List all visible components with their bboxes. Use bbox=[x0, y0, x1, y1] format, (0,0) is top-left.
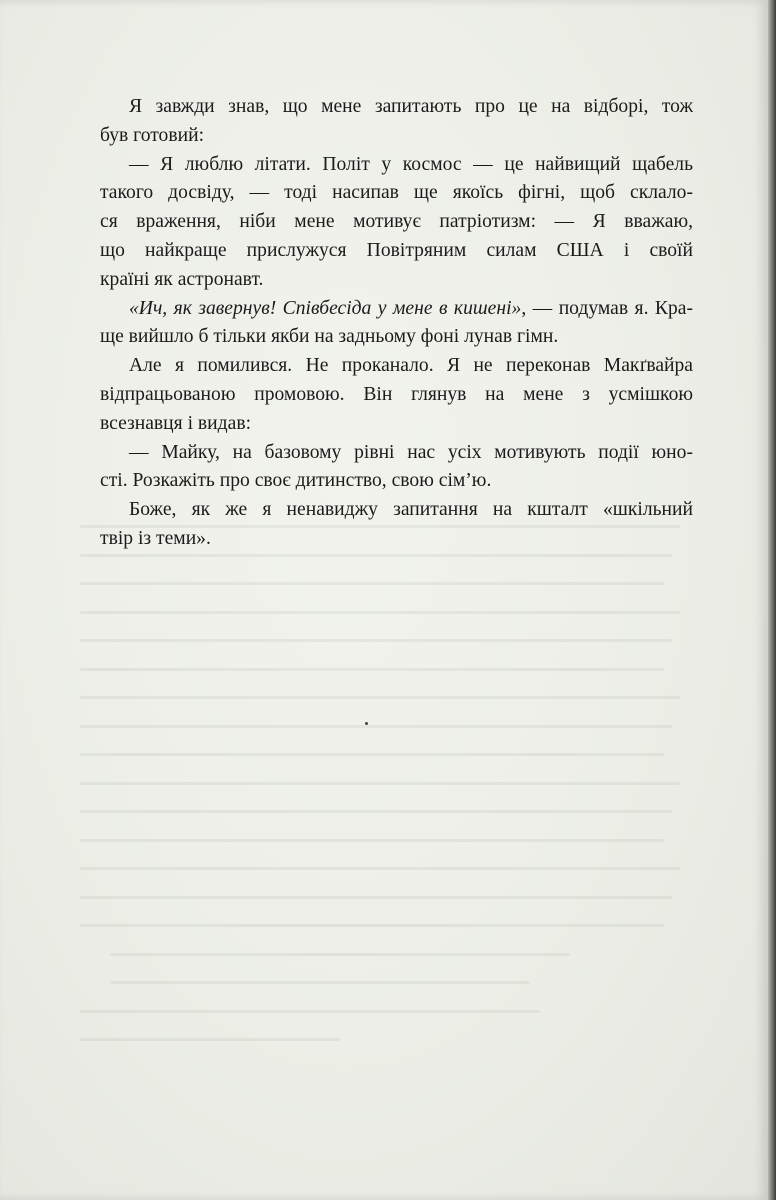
bleed-line bbox=[80, 696, 680, 699]
text-line: ще вийшло б тільки якби на задньому фоні лунав гімн. bbox=[100, 326, 559, 348]
text-fragment: , — подумав я. Кра- bbox=[521, 297, 693, 319]
bleed-line bbox=[80, 582, 664, 585]
page-edge bbox=[768, 0, 776, 1200]
text-line: ся враження, ніби мене мотивує патріотизм: — Я вважаю, bbox=[100, 211, 693, 233]
text-line: Але я помилився. Не проканало. Я не переконав Макґвайра bbox=[129, 355, 693, 377]
text-line: був готовий: bbox=[100, 124, 205, 146]
text-line: країні як астронавт. bbox=[100, 268, 264, 290]
bleed-line bbox=[110, 953, 570, 956]
text-line: відпрацьованою промовою. Він глянув на мене з усмішкою bbox=[100, 383, 693, 405]
bleed-line bbox=[80, 839, 664, 842]
paragraph-3 bbox=[100, 295, 693, 353]
bleed-line bbox=[80, 924, 664, 927]
bleed-line bbox=[80, 1010, 540, 1013]
text-line: твір із теми». bbox=[100, 527, 211, 549]
bleed-line bbox=[80, 867, 680, 870]
text-line: Я завжди знав, що мене запитають про це на відборі, тож bbox=[129, 96, 693, 117]
bleed-line bbox=[80, 782, 680, 785]
bleed-line bbox=[80, 1038, 340, 1041]
italic-thought: «Ич, як завернув! Співбесіда у мене в кишені» bbox=[129, 297, 522, 319]
bleed-line bbox=[80, 896, 672, 899]
text-line: — Я люблю літати. Політ у космос — це найвищий щабель bbox=[129, 153, 693, 175]
paragraph-6 bbox=[100, 496, 693, 554]
bleed-line bbox=[80, 810, 672, 813]
bleed-line bbox=[110, 981, 530, 984]
paragraph-1 bbox=[100, 93, 693, 151]
paragraph-4 bbox=[100, 352, 693, 438]
text-line: сті. Розкажіть про своє дитинство, свою сім’ю. bbox=[100, 470, 492, 492]
body-text bbox=[100, 93, 693, 554]
bleed-line bbox=[80, 639, 672, 642]
text-line: що найкраще прислужуся Повітряним силам США і своїй bbox=[100, 239, 693, 261]
text-line: такого досвіду, — тоді насипав ще якоїсь фігні, щоб склало- bbox=[100, 182, 693, 204]
paragraph-2 bbox=[100, 151, 693, 295]
text-line bbox=[100, 295, 693, 324]
bleed-through-texture bbox=[80, 525, 720, 1085]
text-line: Боже, як же я ненавиджу запитання на кшталт «шкільний bbox=[129, 499, 693, 521]
paragraph-5 bbox=[100, 439, 693, 497]
text-line: — Майку, на базовому рівні нас усіх мотивують події юно- bbox=[129, 441, 693, 463]
bleed-line bbox=[80, 611, 680, 614]
bleed-line bbox=[80, 753, 664, 756]
bleed-line bbox=[80, 668, 664, 671]
bleed-line bbox=[80, 725, 672, 728]
ink-speck bbox=[365, 722, 368, 725]
text-line: всезнавця і видав: bbox=[100, 412, 252, 434]
bleed-line bbox=[80, 554, 672, 557]
